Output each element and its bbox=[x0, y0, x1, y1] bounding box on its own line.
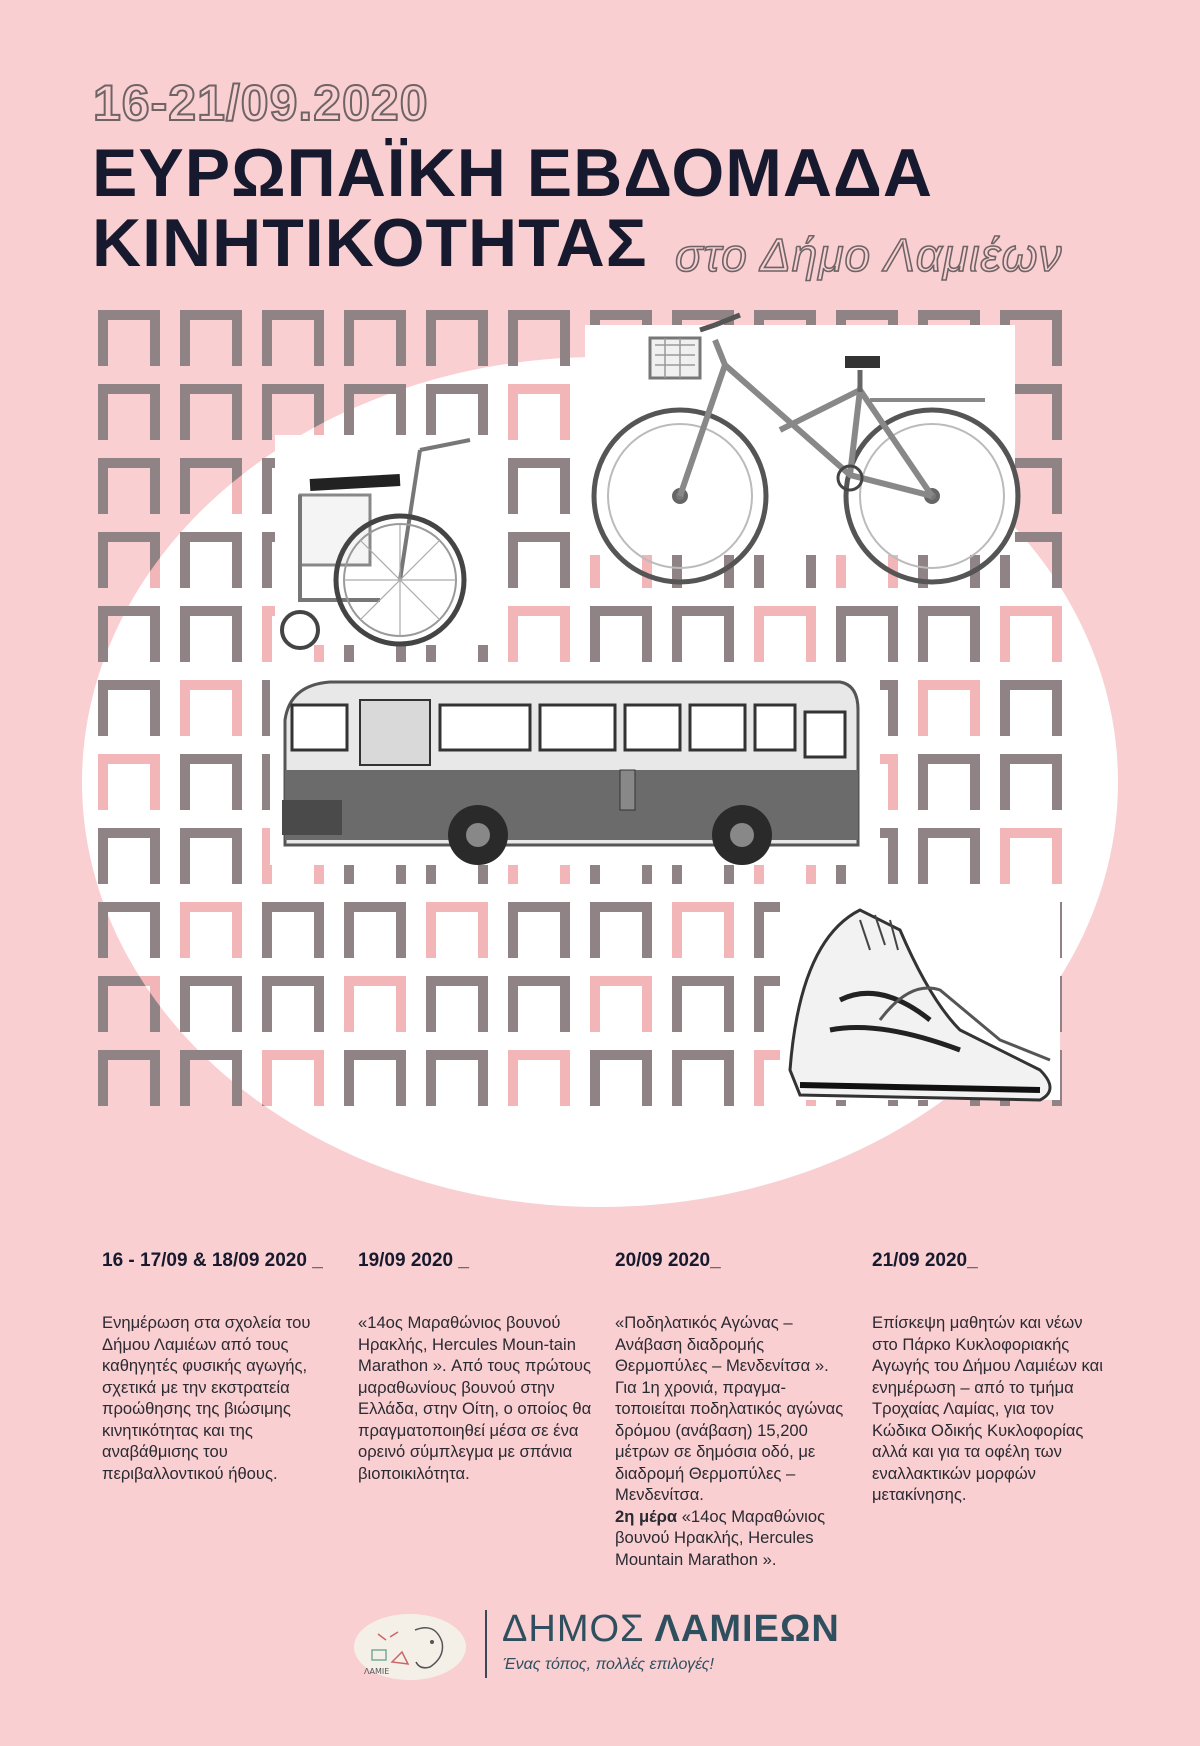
schedule-text: Επίσκεψη μαθητών και νέων στο Πάρκο Κυκλοφοριακής Αγωγής του Δήμου Λαμιέων και ενημέρωση – από το τμήμα Τροχαίας Λαμίας, για τον Κώδικα Οδικής Κυκλοφορίας αλλά και για τα οφέλη των εναλλακτικών μορφών μετακίνησης. bbox=[872, 1313, 1103, 1504]
pattern-glyph bbox=[98, 458, 160, 514]
mobility-illustration bbox=[0, 300, 1200, 1240]
brand-part-1: ΔΗΜΟΣ bbox=[502, 1608, 645, 1650]
pattern-glyph bbox=[180, 310, 242, 366]
schedule-item bbox=[872, 1250, 1112, 1506]
divider bbox=[485, 1610, 487, 1678]
municipality-logo bbox=[350, 1612, 470, 1682]
schedule-item bbox=[615, 1250, 855, 1570]
pattern-glyph bbox=[98, 310, 160, 366]
schedule bbox=[0, 1250, 1200, 1570]
schedule-item bbox=[102, 1250, 342, 1484]
pattern-glyph bbox=[262, 310, 324, 366]
pattern-glyph bbox=[344, 310, 406, 366]
pattern-glyph bbox=[98, 384, 160, 440]
sneakers-icon bbox=[780, 900, 1060, 1100]
bicycle-icon bbox=[585, 315, 1018, 582]
schedule-item bbox=[358, 1250, 598, 1484]
pattern-glyph bbox=[426, 310, 488, 366]
bus-icon bbox=[270, 675, 880, 865]
footer bbox=[0, 1600, 1200, 1700]
date-range: 16-21/09.2020 bbox=[93, 75, 429, 131]
wheelchair-icon bbox=[275, 435, 495, 648]
schedule-date: 21/09 2020_ bbox=[872, 1250, 978, 1271]
pattern-glyph bbox=[98, 1050, 160, 1106]
schedule-date: 19/09 2020 _ bbox=[358, 1250, 469, 1271]
schedule-date: 16 - 17/09 & 18/09 2020 _ bbox=[102, 1250, 323, 1271]
schedule-text-main: «Ποδηλατικός Αγώνας – Ανάβαση διαδρομής Θερμοπύλες – Μενδενίτσα ». Για 1η χρονιά, πραγμα-τοποιείται ποδηλατικός αγώνας δρόμου (ανάβαση) 15,200 μέτρων σε δημόσια οδό, με διαδρομή Θερμοπύλες – Μενδενίτσα. bbox=[615, 1313, 844, 1504]
schedule-text-bold: 2η μέρα bbox=[615, 1506, 678, 1526]
schedule-text: Ενημέρωση στα σχολεία του Δήμου Λαμιέων από τους καθηγητές φυσικής αγωγής, σχετικά με την εκστρατεία προώθησης της βιώσιμης κινητικότητας και της αναβάθμισης του περιβαλλοντικού ήθους. bbox=[102, 1313, 311, 1483]
pattern-glyph bbox=[180, 384, 242, 440]
logo-text: ΛΑΜΙΕ bbox=[364, 1667, 390, 1676]
schedule-date: 20/09 2020_ bbox=[615, 1250, 721, 1271]
tagline: Ένας τόπος, πολλές επιλογές! bbox=[503, 1656, 714, 1673]
pattern-glyph bbox=[508, 310, 570, 366]
brand-part-2: ΛΑΜΙΕΩΝ bbox=[654, 1608, 840, 1650]
schedule-text bbox=[615, 1312, 855, 1570]
brand-name bbox=[502, 1608, 840, 1651]
title-line-2: ΚΙΝΗΤΙΚΟΤΗΤΑΣ bbox=[92, 205, 648, 281]
title-line-1: ΕΥΡΩΠΑΪΚΗ ΕΒΔΟΜΑΔΑ bbox=[92, 135, 933, 211]
schedule-text: «14ος Μαραθώνιος βουνού Ηρακλής, Hercules Moun-tain Marathon ». Από τους πρώτους μαραθωνίους βουνού στην Ελλάδα, στην Οίτη, ο οποίος θα πραγματοποιηθεί μέσα σε ένα ορεινό σύμπλεγμα με σπάνια βιοποικιλότητα. bbox=[358, 1313, 592, 1483]
schedule-text-extra: «14ος Μαραθώνιος βουνού Ηρακλής, Hercules Mountain Marathon ». bbox=[615, 1506, 826, 1569]
subtitle: στο Δήμο Λαμιέων bbox=[675, 229, 1063, 281]
